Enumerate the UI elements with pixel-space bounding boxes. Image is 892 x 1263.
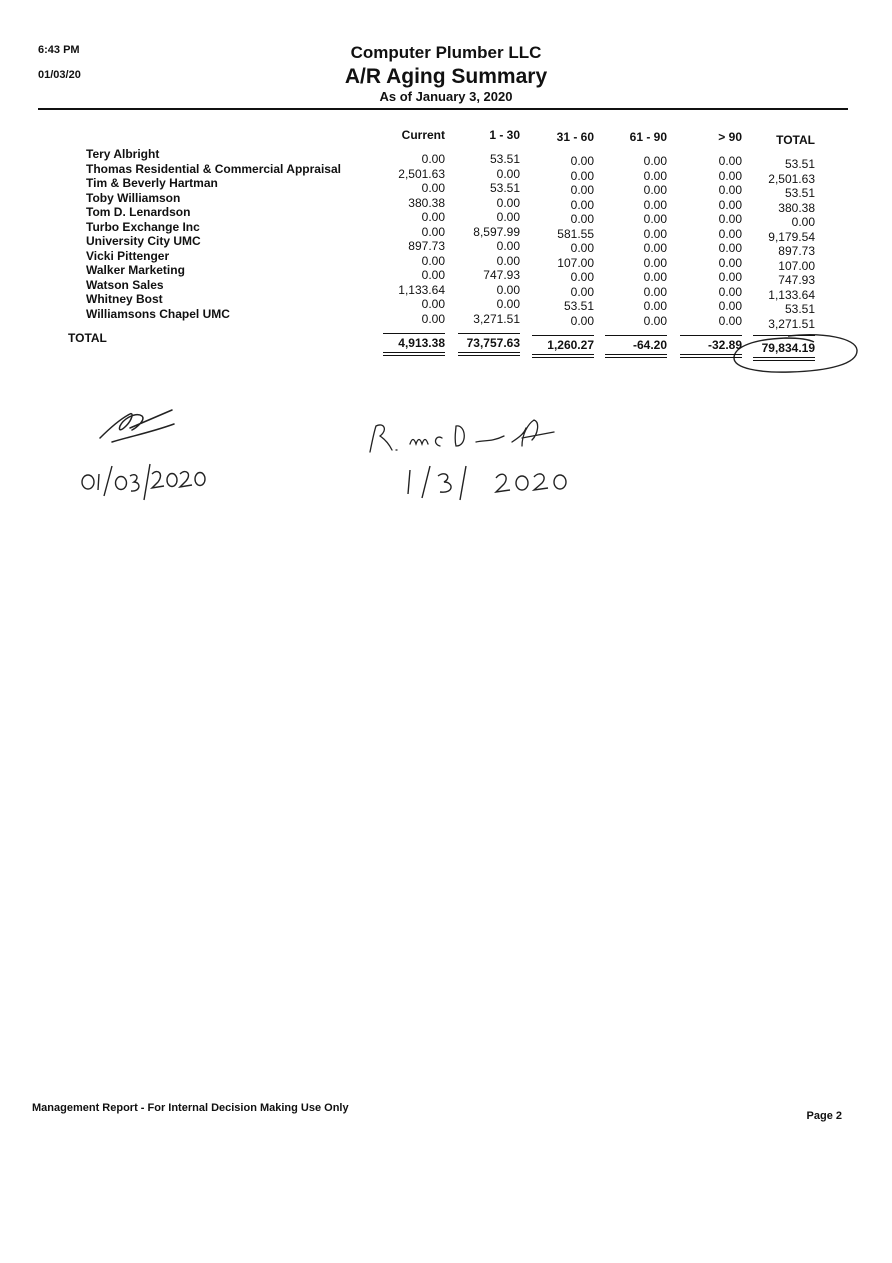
total-over-90: -32.89 xyxy=(707,338,742,352)
total-top-rule xyxy=(753,335,815,336)
cell-31-60: 0.00 xyxy=(570,313,594,328)
cell-current: 2,501.63 xyxy=(398,166,445,181)
total-top-rule xyxy=(605,335,667,336)
report-time: 6:43 PM xyxy=(38,44,80,56)
cell-31-60: 0.00 xyxy=(570,154,594,168)
total-double-underline xyxy=(458,352,520,353)
cell-1-30: 53.51 xyxy=(489,152,520,166)
page-number: Page 2 xyxy=(806,1110,842,1122)
cell-total: 747.93 xyxy=(778,273,815,287)
cell-total: 2,501.63 xyxy=(768,171,815,186)
cell-1-30: 0.00 xyxy=(496,195,520,210)
total-double-underline xyxy=(605,357,667,358)
total-1-30: 73,757.63 xyxy=(466,336,520,350)
cell-current: 0.00 xyxy=(421,253,445,268)
cell-current: 0.00 xyxy=(421,152,445,166)
cell-31-60: 0.00 xyxy=(570,168,594,183)
cell-31-60: 0.00 xyxy=(570,183,594,197)
cell-31-60: 53.51 xyxy=(563,299,594,313)
signature-left-initials xyxy=(92,402,192,452)
cell-61-90: 0.00 xyxy=(643,226,667,241)
cell-total: 107.00 xyxy=(778,258,815,273)
report-date: 01/03/20 xyxy=(38,69,81,81)
cell-61-90: 0.00 xyxy=(643,183,667,197)
column-header-1-30: 1 - 30 xyxy=(489,128,520,142)
cell-61-90: 0.00 xyxy=(643,154,667,168)
total-double-underline xyxy=(383,355,445,356)
total-double-underline xyxy=(383,352,445,353)
customer-name: Watson Sales xyxy=(86,277,164,292)
cell-1-30: 53.51 xyxy=(489,181,520,195)
total-top-rule xyxy=(383,333,445,334)
cell-1-30: 0.00 xyxy=(496,166,520,181)
column-header-total: TOTAL xyxy=(776,133,815,147)
report-title: A/R Aging Summary xyxy=(344,65,548,88)
customer-name: Thomas Residential & Commercial Appraisal xyxy=(86,161,341,176)
cell-1-30: 747.93 xyxy=(483,268,520,282)
signature-right-date xyxy=(400,462,580,502)
cell-total: 380.38 xyxy=(778,200,815,215)
cell-current: 0.00 xyxy=(421,311,445,326)
cell-1-30: 3,271.51 xyxy=(473,311,520,326)
company-name: Computer Plumber LLC xyxy=(350,43,542,62)
cell-over-90: 0.00 xyxy=(718,197,742,212)
cell-61-90: 0.00 xyxy=(643,168,667,183)
total-double-underline xyxy=(532,354,594,355)
column-header-61-90: 61 - 90 xyxy=(629,130,667,144)
cell-over-90: 0.00 xyxy=(718,313,742,328)
customer-name: Whitney Bost xyxy=(86,292,163,306)
customer-name: Turbo Exchange Inc xyxy=(86,219,200,234)
cell-total: 0.00 xyxy=(791,215,815,229)
customer-name: Walker Marketing xyxy=(86,263,185,277)
cell-over-90: 0.00 xyxy=(718,270,742,284)
cell-31-60: 0.00 xyxy=(570,284,594,299)
signature-left-date xyxy=(78,452,218,502)
cell-total: 3,271.51 xyxy=(768,316,815,331)
cell-61-90: 0.00 xyxy=(643,284,667,299)
column-header-current: Current xyxy=(401,128,445,142)
cell-total: 53.51 xyxy=(784,302,815,316)
cell-1-30: 0.00 xyxy=(496,297,520,311)
cell-current: 1,133.64 xyxy=(398,282,445,297)
cell-over-90: 0.00 xyxy=(718,299,742,313)
cell-61-90: 0.00 xyxy=(643,255,667,270)
cell-31-60: 0.00 xyxy=(570,212,594,226)
cell-over-90: 0.00 xyxy=(718,183,742,197)
total-31-60: 1,260.27 xyxy=(547,338,594,352)
cell-31-60: 0.00 xyxy=(570,270,594,284)
total-double-underline xyxy=(680,357,742,358)
total-double-underline xyxy=(458,355,520,356)
cell-over-90: 0.00 xyxy=(718,154,742,168)
cell-current: 0.00 xyxy=(421,224,445,239)
total-total: 79,834.19 xyxy=(761,341,815,355)
cell-total: 9,179.54 xyxy=(768,229,815,244)
cell-31-60: 0.00 xyxy=(570,241,594,255)
cell-total: 53.51 xyxy=(784,157,815,171)
cell-total: 1,133.64 xyxy=(768,287,815,302)
cell-current: 897.73 xyxy=(408,239,445,253)
cell-1-30: 0.00 xyxy=(496,253,520,268)
cell-61-90: 0.00 xyxy=(643,313,667,328)
total-double-underline xyxy=(532,357,594,358)
cell-31-60: 107.00 xyxy=(557,255,594,270)
total-61-90: -64.20 xyxy=(632,338,667,352)
customer-name: Tim & Beverly Hartman xyxy=(86,176,218,190)
total-double-underline xyxy=(753,357,815,358)
cell-total: 53.51 xyxy=(784,186,815,200)
total-top-rule xyxy=(680,335,742,336)
cell-31-60: 0.00 xyxy=(570,197,594,212)
total-double-underline xyxy=(753,360,815,361)
cell-current: 0.00 xyxy=(421,181,445,195)
customer-name: Toby Williamson xyxy=(86,190,181,205)
report-as-of: As of January 3, 2020 xyxy=(379,89,513,104)
customer-name: Tery Albright xyxy=(86,147,160,161)
customer-name: University City UMC xyxy=(86,234,201,248)
customer-name: Tom D. Lenardson xyxy=(86,205,191,219)
cell-over-90: 0.00 xyxy=(718,168,742,183)
total-label: TOTAL xyxy=(68,331,107,345)
cell-current: 380.38 xyxy=(408,195,445,210)
cell-61-90: 0.00 xyxy=(643,299,667,313)
customer-name: Vicki Pittenger xyxy=(86,248,170,263)
cell-total: 897.73 xyxy=(778,244,815,258)
cell-over-90: 0.00 xyxy=(718,255,742,270)
total-current: 4,913.38 xyxy=(398,336,445,350)
cell-over-90: 0.00 xyxy=(718,226,742,241)
cell-61-90: 0.00 xyxy=(643,241,667,255)
cell-31-60: 581.55 xyxy=(557,226,594,241)
cell-over-90: 0.00 xyxy=(718,241,742,255)
cell-current: 0.00 xyxy=(421,297,445,311)
cell-1-30: 0.00 xyxy=(496,239,520,253)
cell-over-90: 0.00 xyxy=(718,212,742,226)
customer-name: Williamsons Chapel UMC xyxy=(86,306,230,321)
header-divider xyxy=(38,108,848,110)
total-double-underline xyxy=(605,354,667,355)
cell-1-30: 0.00 xyxy=(496,210,520,224)
footer-note: Management Report - For Internal Decision Making Use Only xyxy=(32,1102,349,1114)
cell-1-30: 8,597.99 xyxy=(473,224,520,239)
column-header-over-90: > 90 xyxy=(718,130,742,144)
total-top-rule xyxy=(532,335,594,336)
cell-current: 0.00 xyxy=(421,210,445,224)
signature-right-name xyxy=(362,412,582,458)
cell-61-90: 0.00 xyxy=(643,212,667,226)
total-top-rule xyxy=(458,333,520,334)
cell-61-90: 0.00 xyxy=(643,197,667,212)
cell-over-90: 0.00 xyxy=(718,284,742,299)
cell-61-90: 0.00 xyxy=(643,270,667,284)
cell-1-30: 0.00 xyxy=(496,282,520,297)
column-header-31-60: 31 - 60 xyxy=(556,130,594,144)
cell-current: 0.00 xyxy=(421,268,445,282)
